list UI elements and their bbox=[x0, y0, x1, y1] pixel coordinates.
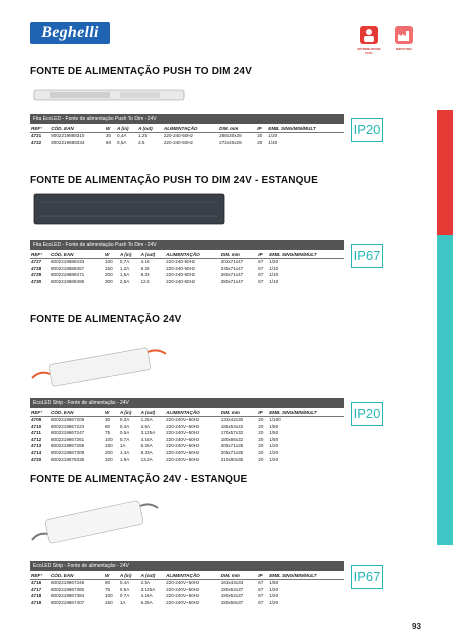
table-cell: 20 bbox=[257, 133, 263, 138]
table-cell: 1.25 bbox=[138, 133, 148, 138]
col-header: EMB. SING/MIN/MULT bbox=[268, 250, 344, 259]
table-cell: 288x30x28 bbox=[219, 133, 242, 138]
table-cell: 8002219867407 bbox=[50, 599, 85, 605]
table-cell: 220-240V~50Hz bbox=[166, 449, 200, 455]
table-cell: 4721 bbox=[31, 133, 42, 138]
table-row bbox=[30, 424, 344, 431]
table-cell: 4729 bbox=[31, 272, 42, 278]
page-number: 93 bbox=[412, 622, 421, 631]
table-cell: 8002219867308 bbox=[50, 449, 85, 455]
table-cell: 150 bbox=[104, 265, 113, 271]
spec-table-2 bbox=[30, 240, 344, 285]
table-cell: 190x52x37 bbox=[220, 593, 244, 599]
col-header: DIM. mm bbox=[220, 408, 258, 417]
table-cell: 220-240V~50Hz bbox=[166, 593, 200, 599]
table-cell: 4710 bbox=[31, 423, 42, 429]
table-cell: 1/20 bbox=[268, 133, 278, 138]
ip-rating-2: IP67 bbox=[351, 244, 383, 268]
col-header: CÓD. EAN bbox=[50, 571, 104, 580]
table-cell: 4722 bbox=[31, 139, 42, 145]
col-header: A (in) bbox=[119, 250, 140, 259]
table-cell: 4728 bbox=[31, 265, 42, 271]
table-cell: 3.125A bbox=[140, 430, 156, 436]
section-title-3: FONTE DE ALIMENTAÇÃO 24V bbox=[30, 314, 182, 325]
table-cell: 0.4A bbox=[119, 423, 130, 429]
table-cell: 1/40 bbox=[268, 139, 278, 145]
table-row bbox=[30, 133, 344, 140]
col-header: DIM. mm bbox=[220, 571, 258, 580]
table-cell: 0.7A bbox=[119, 593, 130, 599]
table-cell: 220-240V~50Hz bbox=[166, 580, 200, 585]
col-header: A (in) bbox=[119, 571, 140, 580]
table-cell: 1/100 bbox=[269, 417, 281, 422]
table-cell: 1.9A bbox=[119, 456, 130, 462]
table-cell: 20 bbox=[258, 443, 264, 449]
table-cell: 1/20 bbox=[269, 443, 279, 449]
table-cell: 1/20 bbox=[269, 449, 279, 455]
table-cell: 1,5A bbox=[119, 272, 130, 278]
table-cell: 8002219878335 bbox=[50, 456, 85, 462]
table-cell: 8002219867285 bbox=[50, 443, 85, 449]
col-header: DIM. mm bbox=[220, 250, 258, 259]
table-cell: 220-240-50Hz bbox=[166, 272, 196, 278]
table-cell: 8002219867209 bbox=[50, 417, 85, 422]
table-cell: 1/10 bbox=[269, 265, 279, 271]
table-cell: 272x40x28 bbox=[219, 139, 242, 145]
table-header-row bbox=[30, 124, 344, 133]
table-cell: 1/20 bbox=[269, 456, 279, 462]
col-header: IP bbox=[257, 250, 268, 259]
table-caption-1: Fita EcoLED - Fonte de alimentação Push To Dim - 24V bbox=[30, 114, 344, 124]
table-cell: 220-240V~50Hz bbox=[166, 423, 200, 429]
table-cell: 1/20 bbox=[269, 586, 279, 592]
badge-caption-industria: INDUSTRIA bbox=[395, 47, 413, 51]
col-header: IP bbox=[257, 571, 268, 580]
table-cell: 1/50 bbox=[269, 580, 279, 585]
col-header: A (in) bbox=[116, 124, 137, 133]
table-row bbox=[30, 430, 344, 437]
col-header: REF° bbox=[30, 408, 50, 417]
col-header: A (out) bbox=[140, 408, 165, 417]
col-header: EMB. SING/MIN/MULT bbox=[268, 408, 344, 417]
table-row bbox=[30, 140, 344, 147]
table-row bbox=[30, 279, 344, 286]
table-cell: 4727 bbox=[31, 259, 42, 264]
side-tab-blank bbox=[437, 0, 453, 110]
side-tab-teal bbox=[437, 235, 453, 545]
table-cell: 1.25A bbox=[140, 417, 153, 422]
table-cell: 220-240V~50Hz bbox=[166, 456, 200, 462]
table-cell: 1/20 bbox=[269, 599, 279, 605]
table-row bbox=[30, 443, 344, 450]
table-cell: 3.125A bbox=[140, 586, 156, 592]
table-cell: 8.33A bbox=[140, 449, 153, 455]
table-cell: 8.33 bbox=[140, 272, 150, 278]
table-cell: 4.16A bbox=[140, 593, 153, 599]
col-header: W bbox=[104, 250, 119, 259]
col-header: W bbox=[104, 571, 119, 580]
table-cell: 0,7A bbox=[119, 259, 130, 264]
col-header: REF° bbox=[30, 250, 50, 259]
table-row bbox=[30, 457, 344, 464]
table-cell: 1.4A bbox=[119, 449, 130, 455]
table-cell: 20 bbox=[258, 456, 264, 462]
table-cell: 210x80x36 bbox=[220, 456, 244, 462]
table-cell: 300 bbox=[104, 278, 113, 284]
table-cell: 0.5A bbox=[119, 586, 130, 592]
col-header: A (out) bbox=[140, 571, 165, 580]
table-cell: 8002219867223 bbox=[50, 423, 85, 429]
table-cell: 1A bbox=[119, 599, 126, 605]
table-cell: 220-240-50Hz bbox=[163, 133, 193, 138]
table-cell: 200 bbox=[104, 449, 113, 455]
ip-rating-1: IP20 bbox=[351, 118, 383, 142]
col-header: REF° bbox=[30, 571, 50, 580]
table-cell: 8002219888310 bbox=[51, 133, 85, 138]
table-cell: 1/50 bbox=[269, 436, 279, 442]
table-cell: 6.25A bbox=[140, 443, 153, 449]
ip-rating-4: IP67 bbox=[351, 565, 383, 589]
table-cell: 1/20 bbox=[269, 259, 279, 264]
product-photo-1 bbox=[30, 82, 190, 106]
table-cell: 75 bbox=[104, 430, 111, 436]
table-header-row bbox=[30, 571, 344, 580]
table-cell: 170x57x32 bbox=[220, 430, 244, 436]
col-header: ALIMENTAÇÃO bbox=[165, 571, 220, 580]
table-cell: 30 bbox=[105, 133, 112, 138]
table-cell: 202x71x47 bbox=[220, 259, 244, 264]
table-row bbox=[30, 580, 344, 587]
table-row bbox=[30, 593, 344, 600]
table-cell: 320 bbox=[104, 456, 113, 462]
col-header: EMB. SING/MIN/MULT bbox=[268, 571, 344, 580]
table-cell: 220-240V~50Hz bbox=[166, 599, 200, 605]
table-cell: 1/20 bbox=[269, 593, 279, 599]
col-header: IP bbox=[256, 124, 267, 133]
table-row bbox=[30, 266, 344, 273]
table-cell: 8002219867360 bbox=[50, 586, 85, 592]
table-cell: 220-240V~50Hz bbox=[166, 443, 200, 449]
col-header: ALIMENTAÇÃO bbox=[165, 408, 220, 417]
table-cell: 67 bbox=[258, 586, 264, 592]
table-cell: 150 bbox=[104, 443, 113, 449]
table-cell: 200 bbox=[104, 272, 113, 278]
table-cell: 4709 bbox=[31, 417, 42, 422]
table-header-row bbox=[30, 408, 344, 417]
table-caption-2: Fita EcoLED - Fonte de alimentação Push To Dim - 24V bbox=[30, 240, 344, 250]
table-cell: 100 bbox=[104, 259, 113, 264]
table-cell: 2.5 bbox=[138, 139, 145, 145]
table-cell: 1,2A bbox=[119, 265, 130, 271]
table-cell: 4713 bbox=[31, 443, 42, 449]
table-header-row bbox=[30, 250, 344, 259]
table-cell: 190x58x37 bbox=[220, 599, 244, 605]
table-row bbox=[30, 600, 344, 607]
spec-table-1 bbox=[30, 114, 344, 146]
table-cell: 1A bbox=[119, 443, 126, 449]
table-cell: 8002219888471 bbox=[50, 272, 85, 278]
table-row bbox=[30, 450, 344, 457]
product-photo-4 bbox=[30, 492, 160, 548]
table-cell: 205x71x35 bbox=[220, 443, 244, 449]
table-cell: 100 bbox=[104, 593, 113, 599]
table-cell: 20 bbox=[258, 430, 264, 436]
table-cell: 20 bbox=[258, 417, 264, 422]
table-cell: 67 bbox=[258, 265, 264, 271]
table-cell: 2,5A bbox=[119, 278, 130, 284]
table-cell: 8002219867261 bbox=[50, 436, 85, 442]
table-cell: 4730 bbox=[31, 278, 42, 284]
col-header: CÓD. EAN bbox=[50, 250, 104, 259]
col-header: IP bbox=[257, 408, 268, 417]
col-header: CÓD. EAN bbox=[50, 408, 104, 417]
product-photo-2 bbox=[30, 190, 230, 228]
table-cell: 280x71x47 bbox=[220, 278, 244, 284]
table-cell: 133x42x30 bbox=[220, 417, 244, 422]
table-cell: 220-240V~50Hz bbox=[166, 436, 200, 442]
table-cell: 8002219867247 bbox=[50, 430, 85, 436]
table-cell: 220-240V~50Hz bbox=[166, 417, 200, 422]
table-row bbox=[30, 259, 344, 266]
col-header: A (out) bbox=[137, 124, 163, 133]
table-cell: 4711 bbox=[31, 430, 41, 436]
table-row bbox=[30, 437, 344, 444]
table-cell: 163x43x33 bbox=[220, 580, 244, 585]
table-row bbox=[30, 272, 344, 279]
table-cell: 8002219888495 bbox=[50, 278, 85, 284]
col-header: DIM. mm bbox=[218, 124, 256, 133]
table-row bbox=[30, 587, 344, 594]
badge-caption-civil: DISTRIBUZIONE CIVIL bbox=[357, 47, 381, 55]
table-cell: 220-240-50Hz bbox=[166, 259, 196, 264]
ip-rating-3: IP20 bbox=[351, 402, 383, 426]
col-header: CÓD. EAN bbox=[50, 124, 105, 133]
section-title-1: FONTE DE ALIMENTAÇÃO PUSH TO DIM 24V bbox=[30, 66, 253, 77]
table-cell: 67 bbox=[258, 278, 264, 284]
table-cell: 100 bbox=[104, 436, 113, 442]
table-cell: 4717 bbox=[31, 586, 42, 592]
col-header: ALIMENTAÇÃO bbox=[163, 124, 218, 133]
table-cell: 0,5A bbox=[116, 139, 127, 145]
table-cell: 4712 bbox=[31, 436, 42, 442]
table-cell: 67 bbox=[258, 599, 264, 605]
table-cell: 4.16 bbox=[140, 259, 150, 264]
col-header: REF° bbox=[30, 124, 50, 133]
table-cell: 8002219888334 bbox=[51, 139, 85, 145]
table-cell: 75 bbox=[104, 586, 111, 592]
table-cell: 190x52x37 bbox=[220, 586, 244, 592]
col-header: W bbox=[104, 408, 119, 417]
table-cell: 67 bbox=[258, 259, 264, 264]
table-cell: 180x66x32 bbox=[220, 436, 244, 442]
table-cell: 20 bbox=[258, 449, 264, 455]
table-cell: 30 bbox=[104, 417, 111, 422]
table-cell: 20 bbox=[258, 423, 264, 429]
table-cell: 67 bbox=[258, 593, 264, 599]
col-header: A (out) bbox=[140, 250, 165, 259]
table-cell: 2.5A bbox=[140, 423, 151, 429]
table-caption-3: EcoLED Strip - Fonte de alimentação - 24V bbox=[30, 398, 344, 408]
table-cell: 67 bbox=[258, 580, 264, 585]
table-cell: 0.3A bbox=[119, 417, 130, 422]
spec-table-4 bbox=[30, 561, 344, 606]
table-cell: 4720 bbox=[31, 456, 42, 462]
side-tab-red bbox=[437, 110, 453, 235]
product-photo-3 bbox=[30, 330, 170, 390]
col-header: W bbox=[105, 124, 116, 133]
table-caption-4: EcoLED Strip - Fonte de alimentação - 24V bbox=[30, 561, 344, 571]
table-cell: 20 bbox=[257, 139, 263, 145]
table-cell: 220-240V~50Hz bbox=[166, 430, 200, 436]
table-cell: 260x71x47 bbox=[220, 272, 244, 278]
section-title-4: FONTE DE ALIMENTAÇÃO 24V - ESTANQUE bbox=[30, 474, 248, 485]
table-cell: 0,4A bbox=[116, 133, 127, 138]
table-cell: 6.25A bbox=[140, 599, 153, 605]
table-cell: 4714 bbox=[31, 449, 42, 455]
section-title-2: FONTE DE ALIMENTAÇÃO PUSH TO DIM 24V - ESTANQUE bbox=[30, 175, 318, 186]
table-cell: 8002219867384 bbox=[50, 593, 85, 599]
table-cell: 0.5A bbox=[119, 430, 130, 436]
col-header: EMB. SING/MIN/MULT bbox=[267, 124, 344, 133]
table-cell: 150 bbox=[104, 599, 113, 605]
brand-logo: Beghelli bbox=[30, 22, 110, 44]
table-cell: 220-240-50Hz bbox=[166, 265, 196, 271]
table-cell: 12.5 bbox=[140, 278, 150, 284]
table-cell: 6.25 bbox=[140, 265, 150, 271]
table-cell: 4.16A bbox=[140, 436, 153, 442]
table-cell: 60 bbox=[104, 580, 111, 585]
col-header: A (in) bbox=[119, 408, 140, 417]
table-cell: 1/50 bbox=[269, 430, 279, 436]
table-cell: 2.5A bbox=[140, 580, 151, 585]
table-cell: 1/10 bbox=[269, 278, 279, 284]
table-cell: 220-240V~50Hz bbox=[166, 586, 200, 592]
table-row bbox=[30, 417, 344, 424]
table-cell: 8002219888457 bbox=[50, 265, 85, 271]
table-cell: 8002219867346 bbox=[50, 580, 85, 585]
table-cell: 0.4A bbox=[119, 580, 130, 585]
table-cell: 20 bbox=[258, 436, 264, 442]
table-cell: 245x71x47 bbox=[220, 265, 244, 271]
table-cell: 60 bbox=[105, 139, 112, 145]
table-cell: 4719 bbox=[31, 599, 42, 605]
worker-icon bbox=[360, 26, 378, 44]
table-cell: 13.3A bbox=[140, 456, 153, 462]
table-cell: 60 bbox=[104, 423, 111, 429]
table-cell: 220-240-50Hz bbox=[166, 278, 196, 284]
table-cell: 8002219888433 bbox=[50, 259, 85, 264]
table-cell: 1/50 bbox=[269, 423, 279, 429]
table-cell: 220-240-50Hz bbox=[163, 139, 193, 145]
table-cell: 67 bbox=[258, 272, 264, 278]
spec-table-3 bbox=[30, 398, 344, 463]
table-cell: 4716 bbox=[31, 580, 42, 585]
factory-icon bbox=[395, 26, 413, 44]
table-cell: 185x54x22 bbox=[220, 423, 244, 429]
table-cell: 1/10 bbox=[269, 272, 279, 278]
table-cell: 205x71x35 bbox=[220, 449, 244, 455]
table-cell: 0.7A bbox=[119, 436, 130, 442]
table-cell: 4718 bbox=[31, 593, 42, 599]
col-header: ALIMENTAÇÃO bbox=[165, 250, 220, 259]
